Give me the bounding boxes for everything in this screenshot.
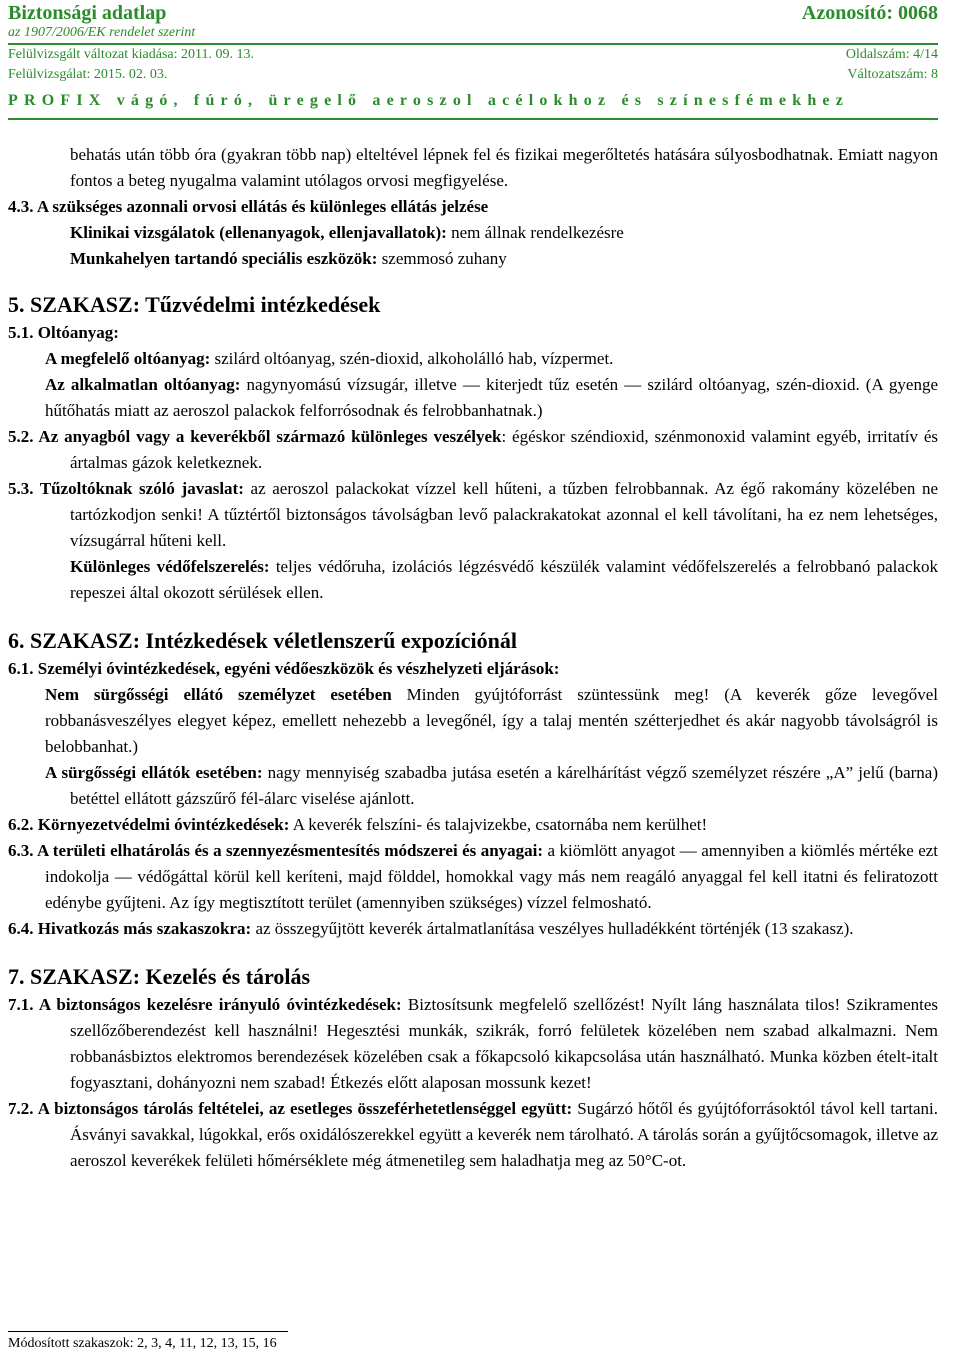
section-4-3 [8, 194, 938, 220]
section-5-title: 5. SZAKASZ: Tűzvédelmi intézkedések [8, 292, 381, 317]
section-6-title: 6. SZAKASZ: Intézkedések véletlenszerű expozíciónál [8, 628, 518, 653]
document-body [8, 142, 938, 1174]
section-6-1: 6.1. Személyi óvintézkedések, egyéni védőeszközök és vészhelyzeti eljárások: [8, 659, 560, 678]
section-4-3-clinical: Klinikai vizsgálatok (ellenanyagok, ellenjavallatok): nem állnak rendelkezésre [70, 223, 624, 242]
footer-modified-sections: Módosított szakaszok: 2, 3, 4, 11, 12, 13, 15, 16 [8, 1336, 277, 1351]
section-num: 4.3. [8, 197, 34, 216]
section-6-4: 6.4. Hivatkozás más szakaszokra: az összegyűjtött keverék ártalmatlanítása veszélyes hulladékként történjék (13 szakasz). [8, 919, 854, 938]
doc-id: Azonosító: 0068 [801, 2, 938, 24]
section-7-2: 7.2. A biztonságos tárolás feltételei, az esetleges összeférhetetlenséggel együtt: Sugárzó hőtől és gyújtóforrásoktól távol kell tartani. Ásványi savakkal, lúgokkal, erős oxidálószerekkel együtt a keverék nem tárolható. A tárolás során a gyűjtőcsomagok, illetve az aeroszol keverékek felületi hőmérséklete még átmenetileg sem haladhatja meg az 50°C-ot. [8, 1099, 939, 1170]
section-5-2: 5.2. Az anyagból vagy a keverékből származó különleges veszélyek: égéskor széndioxid, szénmonoxid valamint egyéb, irritatív és ártalmas gázok keletkeznek. [8, 427, 938, 472]
section-title: A szükséges azonnali orvosi ellátás és különleges ellátás jelzése [36, 197, 489, 216]
product-name: PROFIX vágó, fúró, üregelő aeroszol acélokhoz és színesfémekhez [8, 92, 850, 109]
section-5-1: 5.1. Oltóanyag: [8, 323, 119, 342]
revision-row [8, 47, 938, 63]
header-rule-1 [8, 43, 938, 45]
regulation-ref: az 1907/2006/EK rendelet szerint [8, 25, 196, 40]
section-4-3-workplace: Munkahelyen tartandó speciális eszközök: szemmosó zuhany [70, 249, 507, 268]
revision-row-2 [8, 67, 938, 83]
section-6-3: 6.3. A területi elhatárolás és a szennyezésmentesítés módszerei és anyagai: a kiömlött anyagot — amennyiben a kiömlés mértéke ezt indokolja — védőgáttal körül kell keríteni, majd földdel, homokkal vagy más nem reagáló anyaggal fel kell itatni és feliratozott edénybe gyűjteni. Az így megtisztított terület (amennyiben szükséges) vízzel felmosható. [8, 841, 939, 912]
regulation-line [8, 25, 938, 43]
version-number: Változatszám: 8 [847, 67, 938, 82]
section-5-3: 5.3. Tűzoltóknak szóló javaslat: az aeroszol palackokat vízzel kell hűteni, a tűzben felrobbannak. Az égő rakomány közelében ne tartózkodjon senki! A tűztértől biztonságos távolságban levő palackrakatokat azonnal el kell távolítani, ha ez nem lehetséges, vízsugárral hűteni kell. [8, 479, 938, 550]
section-7-1: 7.1. A biztonságos kezelésre irányuló óvintézkedések: Biztosítsunk megfelelő szellőzést! Nyílt láng használata tilos! Szikramentes szellőzőberendezést kell használni! Hegesztési munkák, szikrák, forró felületek közelében nem szabad alkalmazni. Nem robbanásbiztos elektromos berendezések közelében csak a főkapcsoló kikapcsolása után használható. Munka közben ételt-italt fogyasztani, dohányozni nem szabad! Étkezés előtt alaposan mossunk kezet! [8, 995, 938, 1092]
revision-date: Felülvizsgálat: 2015. 02. 03. [8, 67, 168, 82]
continuation-paragraph: behatás után több óra (gyakran több nap) elteltével lépnek fel és fizikai megerőltetés hatására súlyosbodhatnak. Emiatt nagyon fontos a beteg nyugalma valamint utólagos orvosi megfigyelése. [70, 145, 938, 190]
doc-title: Biztonsági adatlap [8, 2, 167, 24]
footer-rule [8, 1331, 288, 1332]
section-7-title: 7. SZAKASZ: Kezelés és tárolás [8, 964, 311, 989]
section-5-3-ppe: Különleges védőfelszerelés: teljes védőruha, izolációs légzésvédő készülék valamint védőfelszerelés a felrobbanó palackok repeszei által okozott sérülések ellen. [70, 557, 938, 602]
header-rule-2 [8, 118, 938, 120]
revised-version-release: Felülvizsgált változat kiadása: 2011. 09. 13. [8, 47, 254, 62]
section-6-2: 6.2. Környezetvédelmi óvintézkedések: A keverék felszíni- és talajvizekbe, csatornába nem kerülhet! [8, 815, 708, 834]
section-5-1-unsuitable: Az alkalmatlan oltóanyag: nagynyomású vízsugár, illetve — kiterjedt tűz esetén — szilárd oltóanyag, szén-dioxid. (A gyenge hűtőhatás miatt az aeroszol palackok felforrósodnak és felrobbanhatnak.) [45, 375, 938, 420]
page-number: Oldalszám: 4/14 [845, 47, 938, 62]
document-header [8, 2, 938, 25]
section-5-1-suitable: A megfelelő oltóanyag: szilárd oltóanyag, szén-dioxid, alkoholálló hab, vízpermet. [45, 349, 614, 368]
section-6-1-emergency: A sürgősségi ellátók esetében: nagy mennyiség szabadba jutása esetén a kárelhárítást végző személyzet részére „A” jelű (barna) betéttel ellátott gázszűrő fél-álarc viselése ajánlott. [45, 763, 938, 808]
section-6-1-nonemergency: Nem sürgősségi ellátó személyzet esetében Minden gyújtóforrást szüntessünk meg! (A keverék gőze levegővel robbanásveszélyes elegyet képez, emellett nehezebb a levegőnél, így a talaj mentén szétterjedhet és akár nagyobb távolságról is belobbanhat.) [45, 685, 938, 756]
